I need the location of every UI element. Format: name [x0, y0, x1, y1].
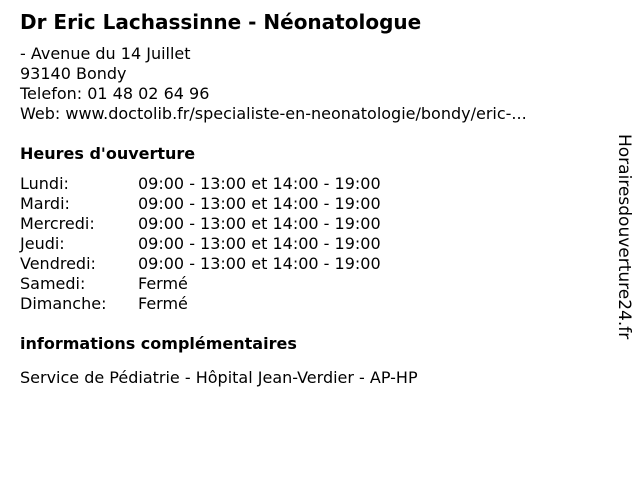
hours-row-thursday	[20, 234, 600, 254]
time-value: 09:00 - 13:00 et 14:00 - 19:00	[138, 234, 381, 253]
day-label: Mercredi:	[20, 214, 95, 233]
site-watermark: Horairesdouverture24.fr	[614, 134, 634, 340]
info-text: Service de Pédiatrie - Hôpital Jean-Verdier - AP-HP	[20, 368, 418, 387]
day-label: Samedi:	[20, 274, 86, 293]
day-label: Mardi:	[20, 194, 70, 213]
website-link[interactable]: Web: www.doctolib.fr/specialiste-en-neonatologie/bondy/eric-...	[20, 104, 527, 123]
day-label: Vendredi:	[20, 254, 96, 273]
hours-row-friday	[20, 254, 600, 274]
page-title: Dr Eric Lachassinne - Néonatologue	[20, 10, 422, 34]
time-value: Fermé	[138, 294, 188, 313]
time-value: Fermé	[138, 274, 188, 293]
hours-heading: Heures d'ouverture	[20, 144, 196, 163]
opening-hours-table	[20, 174, 600, 314]
hours-row-saturday	[20, 274, 600, 294]
day-label: Jeudi:	[20, 234, 65, 253]
address-city: 93140 Bondy	[20, 64, 127, 83]
hours-row-wednesday	[20, 214, 600, 234]
time-value: 09:00 - 13:00 et 14:00 - 19:00	[138, 194, 381, 213]
time-value: 09:00 - 13:00 et 14:00 - 19:00	[138, 214, 381, 233]
day-label: Lundi:	[20, 174, 69, 193]
contact-block	[20, 44, 600, 124]
day-label: Dimanche:	[20, 294, 107, 313]
hours-row-monday	[20, 174, 600, 194]
info-heading: informations complémentaires	[20, 334, 297, 353]
address-street: - Avenue du 14 Juillet	[20, 44, 191, 63]
hours-row-tuesday	[20, 194, 600, 214]
business-card	[20, 8, 600, 388]
time-value: 09:00 - 13:00 et 14:00 - 19:00	[138, 254, 381, 273]
hours-row-sunday	[20, 294, 600, 314]
time-value: 09:00 - 13:00 et 14:00 - 19:00	[138, 174, 381, 193]
phone-number: Telefon: 01 48 02 64 96	[20, 84, 210, 103]
